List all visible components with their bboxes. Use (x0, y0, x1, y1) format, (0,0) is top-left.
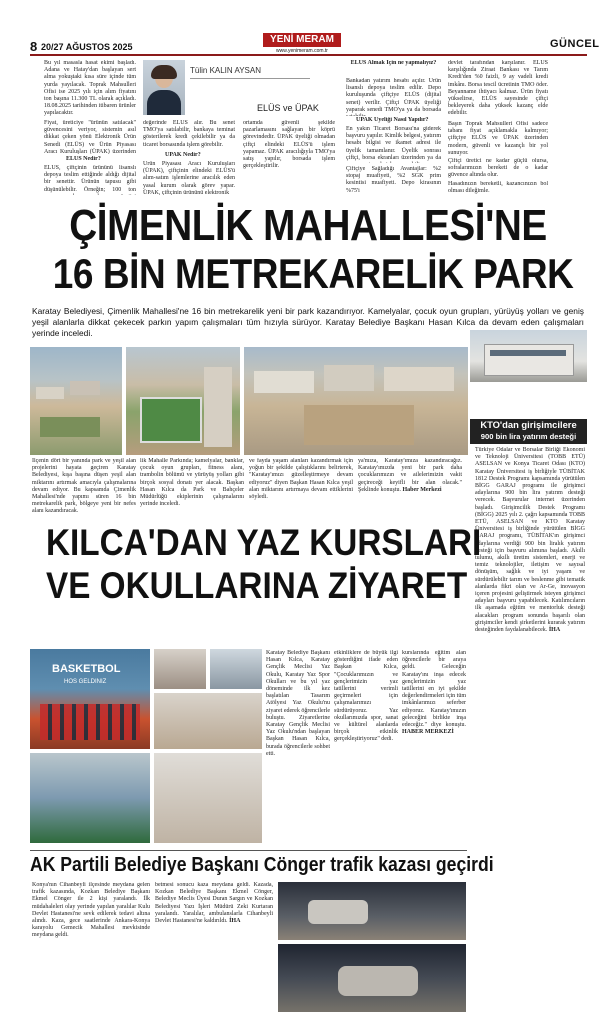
accident-col1: Konya'nın Cihanbeyli ilçesinde meydana gelen trafik kazasında, Kozkan Belediye Başkanı Ekmel Cönger ile 2 kişi yaralandı. İlk müdahaleleri olay yerinde yapılan yaralılar Kulu Devlet Hastanesi'ne sevk edilerek tedavi altına alındı. Kaza, gece saatlerinde Ankara-Konya karayolu Gemecik Mahallesi mevkisinde meydana geldi. (32, 882, 150, 939)
author-name: Tülin KALIN AYSAN (190, 66, 261, 75)
top-col1-body: ELÜS, çiftçinin ürününü lisanslı depoya teslim ettiğinde aldığı dijital bir senettir. Ürünün tapusu gibi düşünülebilir. Örneğin; 100 ton (44, 165, 136, 193)
accident-col2-text: betmesi sonucu kaza meydana geldi. Kazada, Kozkan Belediye Başkanı Ekmel Cönger, Belediye Meclis Üyesi Duran Sargın ve Kozkan Belediyesi Yazı İşleri Müdürü Zeki Kurtaran yaralandı. Yaralılar, ambulanslarla Cihanbeyli Devlet Hastanesi'ne kaldırıldı. (155, 882, 273, 925)
header-rule (30, 54, 587, 56)
brand-logo: YENİ MERAM (263, 33, 341, 47)
brand-website: www.yenimeram.com.tr (276, 48, 328, 54)
park-headline-line2: 16 BİN METREKARELİK PARK (52, 250, 574, 297)
kilca-col3 (402, 650, 466, 848)
park-aerial-photo-3 (244, 347, 468, 455)
author-photo (143, 60, 185, 115)
top-col4-text: Bankadan yatırım hesabı açılır. Ürün lisanslı depoya teslim edilir. Depo kuruluşunda çiftçiye ELÜS (dijital senet) verilir. Çiftçi ÜPAK üyeliği yaparak senedi TMO'ya ya da borsada (346, 78, 441, 113)
top-col1-lead: Bu yıl masasla hasat ekimi başladı. Adana ve Hatay'dan başlayan sert alma yokuştaki kısa süre içinde tüm yurda yayılacak. Toprak Mahsulleri Ofisi ise 2025 yılı için alım fiyatını ton başına 11.300 TL olarak açıkladı. 18.08.2025 tarihinden itibaren ürünler yapılacaktır. (44, 60, 136, 117)
park-headline-line1: ÇİMENLİK MAHALLESİ'NE (69, 201, 547, 250)
top-col4-title: ELÜS Almak İçin ne yapmalıyız? (350, 60, 437, 66)
top-col3-text: ortamda güvenli şekilde pazarlamasını sağlayan bir köprü görevindedir. ÜPAK üyeliği olmadan çiftçi elindeki ELÜS'ü işlem yapamaz. ÜPAK aracılığıyla TMO'ya satış yapılır, borsada işlem gerçekleştirilir. (243, 120, 335, 170)
kilca-source: HABER MERKEZİ (402, 729, 454, 736)
kilca-photo-2 (154, 649, 206, 689)
park-col2: lik Mahalle Parkında; kamelyalar, banklar, çocuk oyun grupları, fitness alanı, trambolin bölümü ve yürüyüş yolları gibi birçok sosyal donatı yer alacak. Başkan Hasan Kılca da Park ve Bahçeler Müdürlüğü ekiplerinin çalışmalarını yerinde inceledi. (140, 458, 244, 508)
kilca-photo-5 (30, 753, 150, 843)
top-col5-text: devlet tarafından karşılanır. ELÜS karşılığında Ziraat Bankası ve Tarım Kredi'den %0 faizli, 9 ay vadeli kredi imkânı. Borsa tescil ücretinin TMO öder. Beyanname ihtiyacı kalmaz. Ürün fiyatı yükselirse, ELÜS sayesinde çiftçi bekleyerek daha yüksek kazanç elde edebilir. (448, 60, 548, 117)
top-col2-text: değerinde ELÜS alır. Bu senet TMO'ya satılabilir, bankaya teminat gösterilerek kredi çekilebilir ya da ticaret borsasında işlem görebilir. (143, 120, 235, 148)
top-col4-body: En yakın Ticaret Borsası'na giderek başvuru yapılır. Kimlik belgesi, yatırım hesabı bilgisi ve ikamet adresi ile üyelik tamamlanır. Üyelik sonrası çiftçi, borsa ekranları üzerinden ya da (346, 126, 441, 161)
top-col4-subhead: ÜPAK Üyeliği Nasıl Yapılır? (356, 117, 429, 123)
kilca-photo-basketball (30, 649, 150, 749)
kto-headline2: 900 bin lira yatırım desteği (470, 431, 587, 444)
kilca-col3-text: kurslarında eğitim alan öğrencilerle bir araya geldi. Geleceğin Karatay'ını inşa edecek gençlerimizin yaz tatillerini en iyi şekilde değerlendirmeleri için tüm imkânlarımızı seferber ediyoruz. Karatay'ımızın geleceğini birlikte inşa edeceğiz." diye konuştu. (402, 650, 466, 729)
park-aerial-photo-4 (470, 330, 587, 382)
kilca-col1: Karatay Belediye Başkanı Hasan Kılca, Karatay Gençlik Meclisi Yaz Okulu, Karatay Yaz Spor Okulları ve bu yıl yaz döneminde ilk kez başlatılan Tasarım Atölyesi Yaz Okulu'nu ziyaret ederek öğrencilerle buluştu. Ziyaretlerine Karatay Gençlik Meclisi Yaz Okulu'ndan başlayan Başkan Hasan Kılca, burada öğrencilerle sohbet etti. (266, 650, 330, 757)
top-col1-sub2: Fiyat, üreticiye "ürünün satılacak" güvencesini veriyor, sistemin asıl dikkat çeken yönü Elektronik Ürün Senedi (ELÜS) ve Ürün Piyasası Aracı Kuruluşları (ÜPAK) üzerinden (44, 120, 136, 154)
kto-body (475, 447, 585, 972)
top-col5-sub: Başın Toprak Mahsulleri Ofisi sadece tabanı fiyat açıklamakla kalmıyor; çiftçiye ELÜS ve ÜPAK üzerinden modern, güvenli ve kazançlı bir yol sunuyor. (448, 121, 548, 156)
kto-headline1: KTO'dan girişimcilere (470, 419, 587, 431)
top-col1-subhead: ELÜS Nedir? (66, 156, 101, 162)
top-col5-body: Çiftçi üretici ne kadar güçlü olursa, sofralarımızın bereketi de o kadar güvence altında olur. (448, 158, 548, 179)
top-col2-body: Ürün Piyasası Aracı Kuruluşları (ÜPAK), çiftçinin elindeki ELÜS'ü alım-satım işlemlerine aracılık eden yasal kurum olarak görev yapar. ÜPAK, çiftçinin ürününü elektronik (143, 161, 235, 195)
park-col4-text: ya'mıza, Karatay'ımıza kazandıracağız. Karatay'ımızda yeni bir park daha çocuklarımızın ve ailelerimizin vakit geçireceği keyifli bir alan olacak." Şeklinde konuştu. (358, 458, 462, 493)
kto-source: İHA (548, 627, 561, 634)
accident-photo-2 (278, 944, 466, 1012)
park-aerial-photo-2 (126, 347, 240, 455)
accident-photo-1 (278, 882, 466, 940)
page-number: 8 (30, 39, 38, 54)
park-col1: İlçenin dört bir yanında park ve yeşil alan projelerini hayata geçiren Karatay Belediyesi, kışa başına düşen yeşil alan miktarını artırmak amacıyla çalışmalarına devam ediyor. Bu kapsamda Çimenlik Mahallesi'nde yapımı süren 16 bin metrekarelik park, bölgeye yeni bir nefes alanı kazandıracak. (32, 458, 136, 515)
park-lead: Karatay Belediyesi, Çimenlik Mahallesi'ne 16 bin metrekarelik yeni bir park kazandırıyor. Kamelyalar, çocuk oyun grupları, yürüyüş yolları ve geniş yeşil alanlarla dikkat çekecek parkın yapım çalışmaları tüm hızıyla sürüyor. Karatay Belediye Başkanı Hasan Kılca da devam eden çalışmaları yerinde inceledi. (32, 306, 584, 338)
accident-source: İHA (229, 918, 241, 925)
basketball-sign: BASKETBOL (52, 663, 121, 675)
park-source: Haber Merkezi (402, 486, 442, 493)
kilca-headline-line2: VE OKULLARINA ZİYARET (46, 565, 468, 606)
park-col3: ve fayda yaşam alanları kazandırmak için yoğun bir şekilde çalıştıklarını belirterek, "Karatay'ımızı güzelleştirmeye devam ediyoruz" diyen Başkan Hasan Kılca yeşil alan miktarını artırmaya devam ettiklerini söyledi. (249, 458, 353, 501)
kilca-col2: etkinliklere de büyük ilgi gösterdiğini ifade eden Başkan Kılca, "Çocuklarımızın ve gençlerimizin yaz tatillerini verimli geçirmeleri için çalışmalarımızı sürdürüyoruz. Yaz okullarımızda spor, sanat ve kültürel alanlarda birçok etkinlik gerçekleştiriyoruz" dedi. (334, 650, 398, 743)
kilca-headline-line1: KILCA'DAN YAZ KURSLARI (46, 522, 482, 563)
park-col4 (358, 458, 462, 516)
column-title: ELÜS ve ÜPAK (257, 103, 319, 113)
top-col4-text2: Çiftçiye Sağladığı Avantajlar: %2 stopaj muafiyeti, %2 SGK prim kesintisi muafiyeti. Depo kirasının %75'i (346, 166, 441, 194)
top-col2-subhead: ÜPAK Nedir? (165, 152, 201, 158)
author-rule (190, 78, 310, 79)
issue-date: 20/27 AĞUSTOS 2025 (41, 42, 133, 52)
top-col5-end: Hasadınızın bereketli, kazancınızın bol olması dileğimle. (448, 181, 548, 195)
section-label: GÜNCEL (550, 38, 600, 50)
kilca-photo-3 (210, 649, 262, 689)
kilca-photo-4 (154, 693, 262, 749)
park-aerial-photo-1 (30, 347, 122, 455)
accident-rule (30, 850, 467, 851)
kilca-photo-6 (154, 753, 262, 843)
kto-body-text: Türkiye Odalar ve Borsalar Birliği Ekonomi ve Teknoloji Üniversitesi (TOBB ETÜ) ASELSAN ve Konya Ticaret Odası (KTO) Karatay Üniversitesi iş birliğiyle TÜBİTAK 1812 Destek Programı kapsamında yürütülen BİGG GARAJ programı ile girişimci adaylarına 900 bin lira yatırım desteği verecek. Başvurular internet üzerinden başladı. Girişimcilik Destek Programı (BİGG) 2025 yılı 2. çağrı kapsamında TOBB ETÜ, ASELSAN ve KTO Karatay Üniversitesi iş birliğinde yürütülen BİGG GARAJ programı, TÜBİTAK'ın girişimci adaylarına verdiği 900 bin liralık yatırım desteği için başvuru alımına başladı. Akıllı tulumu, akıllı üretim sistemleri, enerji ve temiz teknolojiler, iletişim ve sayısal dönüşüm, sağlık ve iyi yaşam ve sürdürülebilir tarım ve beslenme gibi tematik alanlarda fikri olan ve Ar-Ge, inovasyon içeren projesini geliştirmek isteyen girişimci adayları başvuru yapabilecek. Katılımcıların ilk aşamada eğitim ve mentorluk desteği alacakları program sonunda başarılı olan girişimciler kendi şirketlerini kurarak yatırım desteğinden faydalanabilecek. (475, 447, 585, 634)
welcome-sign: HOS GELDINIZ (64, 679, 107, 685)
accident-col2 (155, 882, 273, 1012)
accident-headline: AK Partili Belediye Başkanı Cönger trafik kazası geçirdi (30, 854, 494, 876)
